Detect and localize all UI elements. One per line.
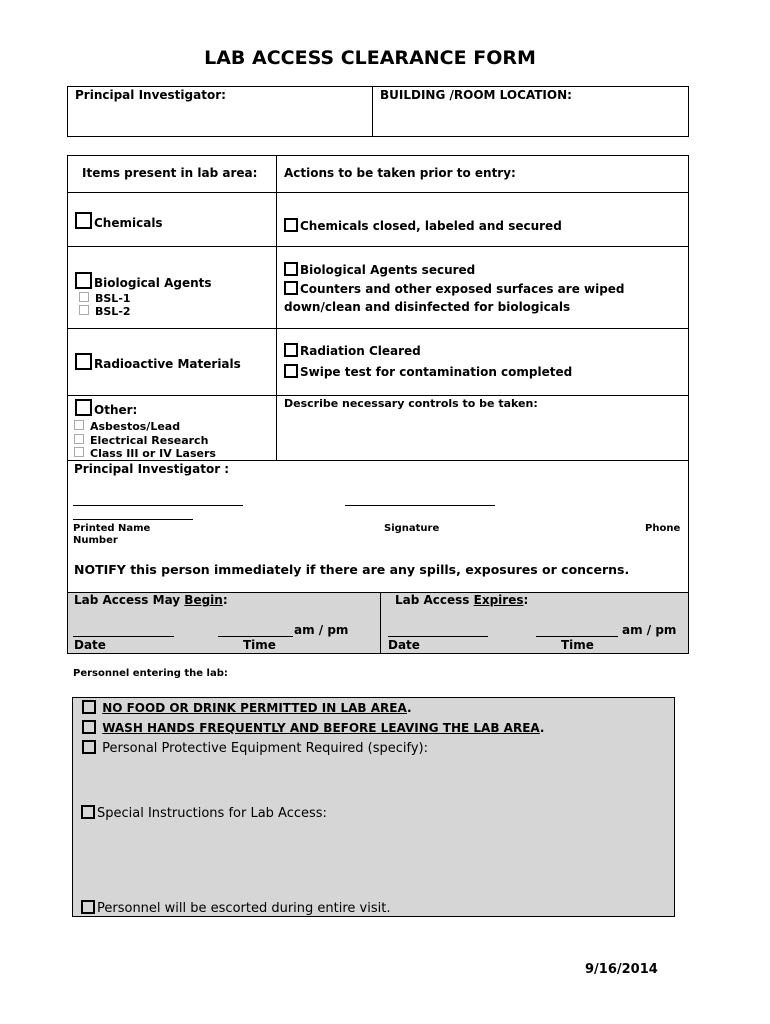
bsl2-checkbox[interactable]	[79, 305, 89, 315]
bio-secured-checkbox[interactable]	[284, 262, 298, 276]
counters-checkbox[interactable]	[284, 281, 298, 295]
action-swipe: Swipe test for contamination completed	[284, 364, 572, 379]
actions-header: Actions to be taken prior to entry:	[284, 166, 516, 180]
begin-time-line[interactable]	[218, 636, 293, 637]
bsl1-option: BSL-1	[79, 292, 131, 305]
action-radiation: Radiation Cleared	[284, 343, 421, 358]
item-radioactive: Radioactive Materials	[75, 353, 241, 371]
item-chemicals: Chemicals	[75, 212, 163, 230]
item-biological: Biological Agents	[75, 272, 212, 290]
action-counters: Counters and other exposed surfaces are wiped	[284, 281, 625, 296]
number-label: Number	[73, 535, 118, 546]
special-item: Special Instructions for Lab Access:	[81, 805, 327, 821]
special-checkbox[interactable]	[81, 805, 95, 819]
notify-text: NOTIFY this person immediately if there are any spills, exposures or concerns.	[74, 562, 630, 577]
phone-line[interactable]	[73, 519, 193, 520]
location-label: BUILDING /ROOM LOCATION:	[380, 88, 572, 102]
signature-label: Signature	[384, 523, 440, 534]
begin-date-label: Date	[74, 638, 106, 652]
other-checkbox[interactable]	[75, 399, 92, 416]
expires-ampm: am / pm	[622, 623, 677, 637]
electrical-option: Electrical Research	[74, 434, 208, 447]
pi-label: Principal Investigator:	[75, 88, 226, 102]
lasers-option: Class III or IV Lasers	[74, 447, 216, 460]
access-expires-label: Lab Access Expires:	[395, 593, 529, 607]
printed-name-label: Printed Name	[73, 523, 151, 534]
ppe-item: Personal Protective Equipment Required (specify):	[82, 740, 428, 756]
no-food-checkbox[interactable]	[82, 700, 96, 714]
action-chemicals: Chemicals closed, labeled and secured	[284, 218, 562, 233]
item-other: Other:	[75, 399, 137, 417]
biological-checkbox[interactable]	[75, 272, 92, 289]
chemicals-checkbox[interactable]	[75, 212, 92, 229]
action-counters-cont: down/clean and disinfected for biologicals	[284, 300, 571, 314]
bsl2-option: BSL-2	[79, 305, 131, 318]
wash-item: WASH HANDS FREQUENTLY AND BEFORE LEAVING THE LAB AREA.	[82, 720, 544, 735]
name-signature-line[interactable]	[73, 505, 243, 506]
electrical-checkbox[interactable]	[74, 434, 84, 444]
radioactive-checkbox[interactable]	[75, 353, 92, 370]
ppe-checkbox[interactable]	[82, 740, 96, 754]
controls-label: Describe necessary controls to be taken:	[284, 397, 538, 410]
radiation-checkbox[interactable]	[284, 343, 298, 357]
access-begin-label: Lab Access May Begin:	[74, 593, 228, 607]
asbestos-checkbox[interactable]	[74, 420, 84, 430]
swipe-checkbox[interactable]	[284, 364, 298, 378]
action-bio-secured: Biological Agents secured	[284, 262, 475, 277]
wash-checkbox[interactable]	[82, 720, 96, 734]
footer-date: 9/16/2014	[585, 962, 658, 977]
escort-item: Personnel will be escorted during entire visit.	[81, 900, 390, 916]
expires-time-line[interactable]	[536, 636, 618, 637]
chemicals-action-checkbox[interactable]	[284, 218, 298, 232]
form-title: LAB ACCESS CLEARANCE FORM	[204, 47, 536, 69]
bsl1-checkbox[interactable]	[79, 292, 89, 302]
expires-date-label: Date	[388, 638, 420, 652]
personnel-label: Personnel entering the lab:	[73, 668, 228, 679]
begin-date-line[interactable]	[73, 636, 174, 637]
asbestos-option: Asbestos/Lead	[74, 420, 180, 433]
expires-time-label: Time	[561, 638, 594, 652]
contact-label: Principal Investigator :	[74, 462, 230, 476]
lasers-checkbox[interactable]	[74, 447, 84, 457]
items-header: Items present in lab area:	[82, 166, 258, 180]
expires-date-line[interactable]	[388, 636, 488, 637]
signature-line[interactable]	[345, 505, 495, 506]
escort-checkbox[interactable]	[81, 900, 95, 914]
begin-ampm: am / pm	[294, 623, 349, 637]
no-food-item: NO FOOD OR DRINK PERMITTED IN LAB AREA.	[82, 700, 412, 715]
phone-label: Phone	[645, 523, 681, 534]
begin-time-label: Time	[243, 638, 276, 652]
